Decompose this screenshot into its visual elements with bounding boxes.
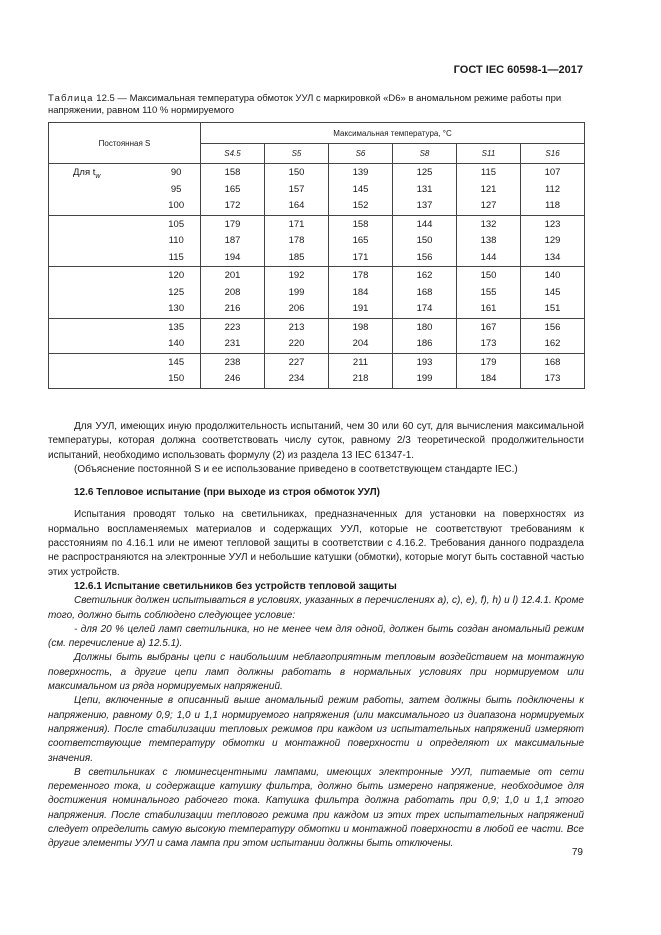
temperature-cell <box>265 353 329 388</box>
temperature-value: 199 <box>288 286 305 298</box>
temperature-cell <box>265 164 329 216</box>
temperature-value: 150 <box>416 235 433 246</box>
constant-value: 95 <box>170 183 182 195</box>
temperature-cell <box>521 318 585 353</box>
table-caption <box>48 93 608 117</box>
constant-value: 110 <box>168 235 184 246</box>
temperature-value: 180 <box>416 321 433 333</box>
temperature-cell <box>201 318 265 353</box>
temperature-value: 179 <box>480 356 497 368</box>
temperature-value: 145 <box>352 183 369 195</box>
temperature-cell <box>457 318 521 353</box>
temperature-cell <box>521 164 585 216</box>
table-row-group <box>49 267 585 319</box>
temperature-value: 213 <box>288 321 305 333</box>
temperature-value: 144 <box>480 251 497 263</box>
temperature-value: 144 <box>416 218 433 230</box>
temperature-cell <box>201 164 265 216</box>
temperature-cell <box>329 318 393 353</box>
temperature-value: 167 <box>480 321 497 333</box>
temperature-value: 168 <box>544 356 561 368</box>
constant-value: 135 <box>168 321 185 333</box>
temperature-cell <box>201 267 265 319</box>
temperature-value: 165 <box>224 183 241 195</box>
temperature-value: 137 <box>416 200 433 211</box>
constant-value: 105 <box>168 218 185 230</box>
temperature-value: 118 <box>544 200 561 211</box>
temperature-cell <box>457 267 521 319</box>
temperature-value: 198 <box>352 321 369 333</box>
temperature-value: 179 <box>224 218 241 230</box>
header-max-temp: Максимальная температура, °С <box>201 123 585 144</box>
temperature-value: 171 <box>352 251 369 263</box>
column-header: S16 <box>521 144 585 164</box>
temperature-value: 134 <box>544 251 561 263</box>
temperature-value: 178 <box>352 270 369 281</box>
constant-value: 130 <box>168 303 185 314</box>
temperature-cell <box>201 215 265 267</box>
temperature-cell <box>393 318 457 353</box>
temperature-value: 125 <box>416 167 433 178</box>
temperature-value: 162 <box>416 270 433 281</box>
paragraph: Светильник должен испытываться в условиях, указанных в перечислениях а), с), е), f), h) и l) 12.4.1. Кроме того, должно быть соблюдено следующее условие: <box>48 595 584 621</box>
column-header: S8 <box>393 144 457 164</box>
paragraph: Для УУЛ, имеющих иную продолжительность испытаний, чем 30 или 60 сут, для вычисления максимальной температуры, которая должна соответствовать числу суток, равному 2/3 теоретической продолжительности испытаний, необходимо использовать формулу (2) из раздела 13 IEC 61347-1. <box>48 421 584 461</box>
temperature-cell <box>457 353 521 388</box>
temperature-value: 129 <box>544 235 561 246</box>
constant-cell <box>49 215 201 267</box>
paragraph: (Объяснение постоянной S и ее использование приведено в соответствующем стандарте IEC.) <box>74 463 518 475</box>
temperature-value: 151 <box>544 303 561 314</box>
constant-value: 145 <box>168 356 185 368</box>
header-constant: Постоянная S <box>49 123 201 164</box>
temperature-cell <box>265 318 329 353</box>
constant-value: 125 <box>168 286 185 298</box>
temperature-cell <box>393 267 457 319</box>
constant-value: 90 <box>170 167 182 178</box>
temperature-cell <box>393 215 457 267</box>
temperature-value: 238 <box>224 356 241 368</box>
temperature-value: 107 <box>544 167 561 178</box>
temperature-value: 131 <box>416 183 433 195</box>
standard-header: ГОСТ IEC 60598-1—2017 <box>453 64 583 76</box>
temperature-value: 157 <box>288 183 305 195</box>
table-row-group <box>49 353 585 388</box>
temperature-value: 194 <box>224 251 241 263</box>
temperature-cell <box>329 215 393 267</box>
body-text <box>48 420 584 852</box>
temperature-cell <box>521 353 585 388</box>
temperature-value: 173 <box>480 338 497 349</box>
temperature-cell <box>265 215 329 267</box>
temperature-value: 173 <box>544 373 561 384</box>
temperature-cell <box>521 215 585 267</box>
temperature-value: 164 <box>288 200 305 211</box>
temperature-value: 192 <box>288 270 305 281</box>
temperature-value: 115 <box>480 167 497 178</box>
column-header: S6 <box>329 144 393 164</box>
temperature-value: 186 <box>416 338 433 349</box>
paragraph: Цепи, включенные в описанный выше аномальный режим работы, затем должны быть подключены к напряжению, равному 0,9; 1,0 и 1,1 нормируемого напряжения (или максимального из диапазона нормируемых напряжения). После стабилизации тепловых режимов при каждом из испытательных напряжений измеряют соответствующие температуру обмотки и монтажной поверхности и определяют их максимальные значения. <box>48 695 584 764</box>
column-header: S11 <box>457 144 521 164</box>
temperature-value: 121 <box>480 183 497 195</box>
temperature-value: 162 <box>544 338 561 349</box>
temperature-value: 220 <box>288 338 305 349</box>
temperature-value: 208 <box>224 286 241 298</box>
paragraph: - для 20 % целей ламп светильника, но не менее чем для одной, должен быть создан аномальный режим (см. перечисление а) 12.5.1). <box>48 623 584 650</box>
temperature-value: 174 <box>416 303 433 314</box>
temperature-value: 218 <box>352 373 369 384</box>
constant-cell <box>49 267 201 319</box>
temperature-value: 191 <box>352 303 369 314</box>
temperature-cell <box>457 215 521 267</box>
temperature-value: 227 <box>288 356 305 368</box>
temperature-value: 206 <box>288 303 305 314</box>
temperature-value: 184 <box>352 286 369 298</box>
temperature-value: 161 <box>480 303 497 314</box>
temperature-cell <box>521 267 585 319</box>
temperature-cell <box>329 353 393 388</box>
temperature-value: 193 <box>416 356 433 368</box>
temperature-value: 211 <box>352 356 369 368</box>
row-label <box>73 165 152 182</box>
paragraph: Испытания проводят только на светильниках, предназначенных для установки на поверхностях из нормально воспламеняемых материалов и содержащих УУЛ, которые не соответствуют требованиям к расстояниям по 4.16.1 или не имеют тепловой защиты в соответствии с 4.16.2. Требования данного подраздела не распространяются на электронные УУЛ и небольшие катушки (обмотки), которые могут быть составной частью этих устройств. <box>48 509 584 578</box>
caption-text: 12.5 — Максимальная температура обмоток УУЛ с маркировкой «D6» в аномальном режиме работы при напряжении, равном 110 % нормируемого <box>48 93 562 116</box>
temperature-value: 168 <box>416 286 433 298</box>
temperature-value: 156 <box>544 321 561 333</box>
temperature-value: 187 <box>224 235 241 246</box>
column-header: S5 <box>265 144 329 164</box>
temperature-cell <box>457 164 521 216</box>
page-number: 79 <box>571 847 583 858</box>
temperature-value: 178 <box>288 235 305 246</box>
row-label-text: Для t <box>73 167 96 178</box>
temperature-cell <box>393 353 457 388</box>
temperature-value: 234 <box>288 373 305 384</box>
temperature-value: 139 <box>352 167 369 178</box>
constant-cell <box>49 353 201 388</box>
table-row-group <box>49 318 585 353</box>
constant-value: 100 <box>168 200 185 211</box>
temperature-value: 158 <box>224 167 241 178</box>
constant-cell <box>49 318 201 353</box>
temperature-value: 204 <box>352 338 369 349</box>
temperature-value: 150 <box>288 167 305 178</box>
temperature-value: 156 <box>416 251 433 263</box>
table-row-group <box>49 215 585 267</box>
table-row-group <box>49 164 585 216</box>
temperature-value: 199 <box>416 373 433 384</box>
constant-value: 115 <box>168 251 184 263</box>
temperature-cell <box>265 267 329 319</box>
temperature-value: 201 <box>224 270 241 281</box>
row-label-subscript: w <box>95 172 101 180</box>
constant-value: 120 <box>168 270 185 281</box>
temperature-value: 171 <box>288 218 305 230</box>
temperature-value: 246 <box>224 373 241 384</box>
temperature-cell <box>201 353 265 388</box>
temperature-value: 152 <box>352 200 369 211</box>
temperature-cell <box>393 164 457 216</box>
constant-value: 140 <box>168 338 185 349</box>
caption-label: Таблица <box>48 93 94 104</box>
temperature-value: 112 <box>544 183 561 195</box>
temperature-value: 223 <box>224 321 241 333</box>
temperature-value: 140 <box>544 270 561 281</box>
temperature-value: 231 <box>224 338 241 349</box>
temperature-value: 155 <box>480 286 497 298</box>
temperature-cell <box>329 267 393 319</box>
constant-cell <box>49 164 201 216</box>
temperature-cell <box>329 164 393 216</box>
temperature-value: 216 <box>224 303 241 314</box>
temperature-value: 185 <box>288 251 305 263</box>
constant-value: 150 <box>168 373 185 384</box>
temperature-value: 172 <box>224 200 241 211</box>
temperature-value: 138 <box>480 235 497 246</box>
temperature-value: 165 <box>352 235 369 246</box>
section-heading: 12.6 Тепловое испытание (при выходе из строя обмоток УУЛ) <box>74 487 380 499</box>
temperature-table <box>48 122 585 389</box>
temperature-value: 150 <box>480 270 497 281</box>
subsection-heading: 12.6.1 Испытание светильников без устройств тепловой защиты <box>74 580 397 592</box>
temperature-value: 184 <box>480 373 497 384</box>
temperature-value: 145 <box>544 286 561 298</box>
paragraph: Должны быть выбраны цепи с наибольшим неблагоприятным тепловым воздействием на монтажную поверхность, а другие цепи ламп должны работать в нормальных условиях при нормируемом или максимальном из ряда нормируемых напряжений. <box>48 652 584 693</box>
paragraph: В светильниках с люминесцентными лампами, имеющих электронные УУЛ, питаемые от сети переменного тока, и содержащие катушку фильтра, должно быть измерено напряжение, необходимое для достижения номинального рабочего тока. Катушка фильтра должна работать при 0,9; 1,0 и 1,1 этого напряжения. После стабилизации теплового режима при каждом из этих трех испытательных напряжений следует определить самую высокую температуру обмотки и монтажной поверхности в любой ее части. Все другие элементы УУЛ и сама лампа при этом испытании должны быть отключены. <box>48 766 584 850</box>
temperature-value: 123 <box>544 218 561 230</box>
column-header: S4.5 <box>201 144 265 164</box>
temperature-value: 132 <box>480 218 497 230</box>
temperature-value: 127 <box>480 200 497 211</box>
temperature-value: 158 <box>352 218 369 230</box>
